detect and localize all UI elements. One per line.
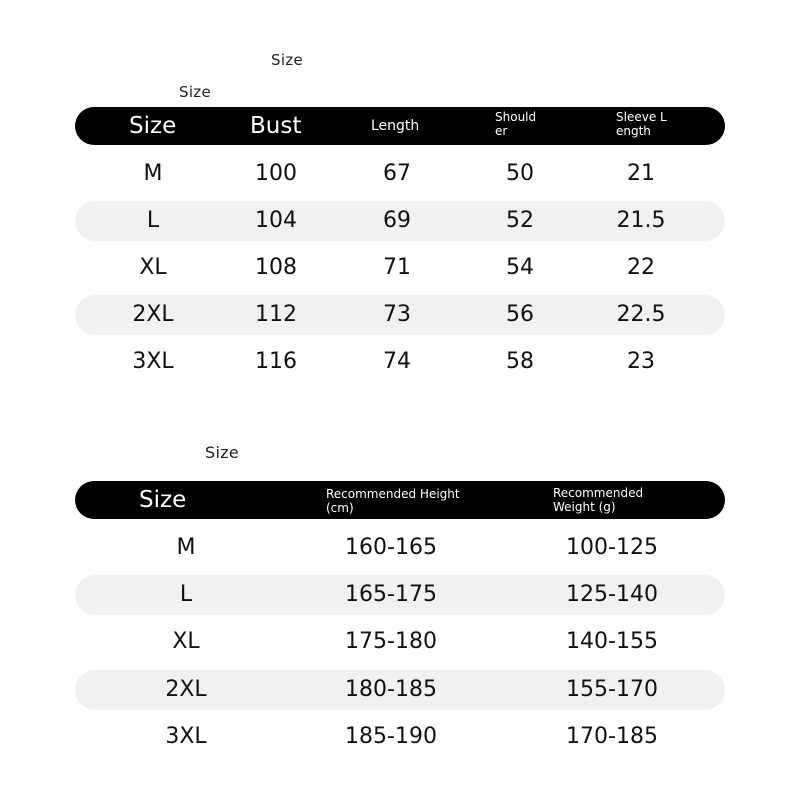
header-shoulder-line1: Should [495, 110, 537, 124]
header-size: Size [129, 113, 177, 139]
cell-size: XL [139, 255, 167, 280]
cell-weight: 140-155 [566, 629, 658, 654]
header-recommended-height [326, 488, 460, 516]
cell-length: 71 [383, 255, 411, 280]
cell-height: 175-180 [345, 629, 437, 654]
cell-size: L [146, 208, 160, 233]
header-weight-line2: Weight (g) [553, 499, 616, 514]
table1-row [75, 248, 725, 288]
header-sleeve-line1: Sleeve L [616, 110, 667, 124]
cell-height: 165-175 [345, 582, 437, 607]
cell-length: 74 [383, 349, 411, 374]
header-bust: Bust [250, 113, 302, 139]
cell-height: 160-165 [345, 535, 437, 560]
cell-weight: 155-170 [566, 677, 658, 702]
cell-sleeve: 23 [627, 349, 655, 374]
cell-size: 2XL [132, 302, 174, 327]
size-caption-top: Size [271, 51, 303, 69]
cell-weight: 170-185 [566, 724, 658, 749]
cell-size: 3XL [132, 349, 174, 374]
cell-size: M [176, 535, 196, 560]
cell-bust: 116 [255, 349, 297, 374]
table1-header [75, 107, 725, 145]
cell-shoulder: 52 [506, 208, 534, 233]
table2-row [75, 528, 725, 568]
cell-shoulder: 54 [506, 255, 534, 280]
header-recommended-weight [553, 487, 643, 515]
cell-sleeve: 22.5 [616, 302, 666, 327]
size-caption-table1: Size [179, 83, 211, 101]
header-shoulder [495, 111, 536, 139]
cell-weight: 125-140 [566, 582, 658, 607]
cell-sleeve: 21.5 [616, 208, 666, 233]
cell-length: 67 [383, 161, 411, 186]
cell-bust: 112 [255, 302, 297, 327]
cell-height: 185-190 [345, 724, 437, 749]
header-length: Length [371, 118, 420, 134]
table2-header [75, 481, 725, 519]
cell-bust: 104 [255, 208, 297, 233]
header-height-line1: Recommended Height [326, 487, 460, 501]
table2-row [75, 622, 725, 662]
cell-size: 2XL [165, 677, 207, 702]
cell-length: 69 [383, 208, 411, 233]
cell-bust: 108 [255, 255, 297, 280]
cell-size: L [179, 582, 193, 607]
cell-length: 73 [383, 302, 411, 327]
cell-shoulder: 50 [506, 161, 534, 186]
table2-row [75, 717, 725, 757]
header-weight-line1: Recommended [553, 486, 644, 500]
table1-row [75, 201, 725, 241]
cell-size: 3XL [165, 724, 207, 749]
header-sleeve-length [616, 111, 667, 139]
header-size: Size [139, 487, 187, 513]
cell-shoulder: 56 [506, 302, 534, 327]
cell-size: M [143, 161, 163, 186]
table1-row [75, 342, 725, 382]
header-height-line2: (cm) [326, 500, 354, 515]
table2-row [75, 670, 725, 710]
table1-row [75, 154, 725, 194]
cell-sleeve: 22 [627, 255, 655, 280]
header-sleeve-line2: ength [616, 123, 651, 138]
cell-shoulder: 58 [506, 349, 534, 374]
cell-weight: 100-125 [566, 535, 658, 560]
cell-size: XL [172, 629, 200, 654]
size-caption-table2: Size [205, 443, 240, 462]
table1-row [75, 295, 725, 335]
header-shoulder-line2: er [495, 123, 508, 138]
cell-sleeve: 21 [627, 161, 655, 186]
table2-row [75, 575, 725, 615]
cell-bust: 100 [255, 161, 297, 186]
cell-height: 180-185 [345, 677, 437, 702]
